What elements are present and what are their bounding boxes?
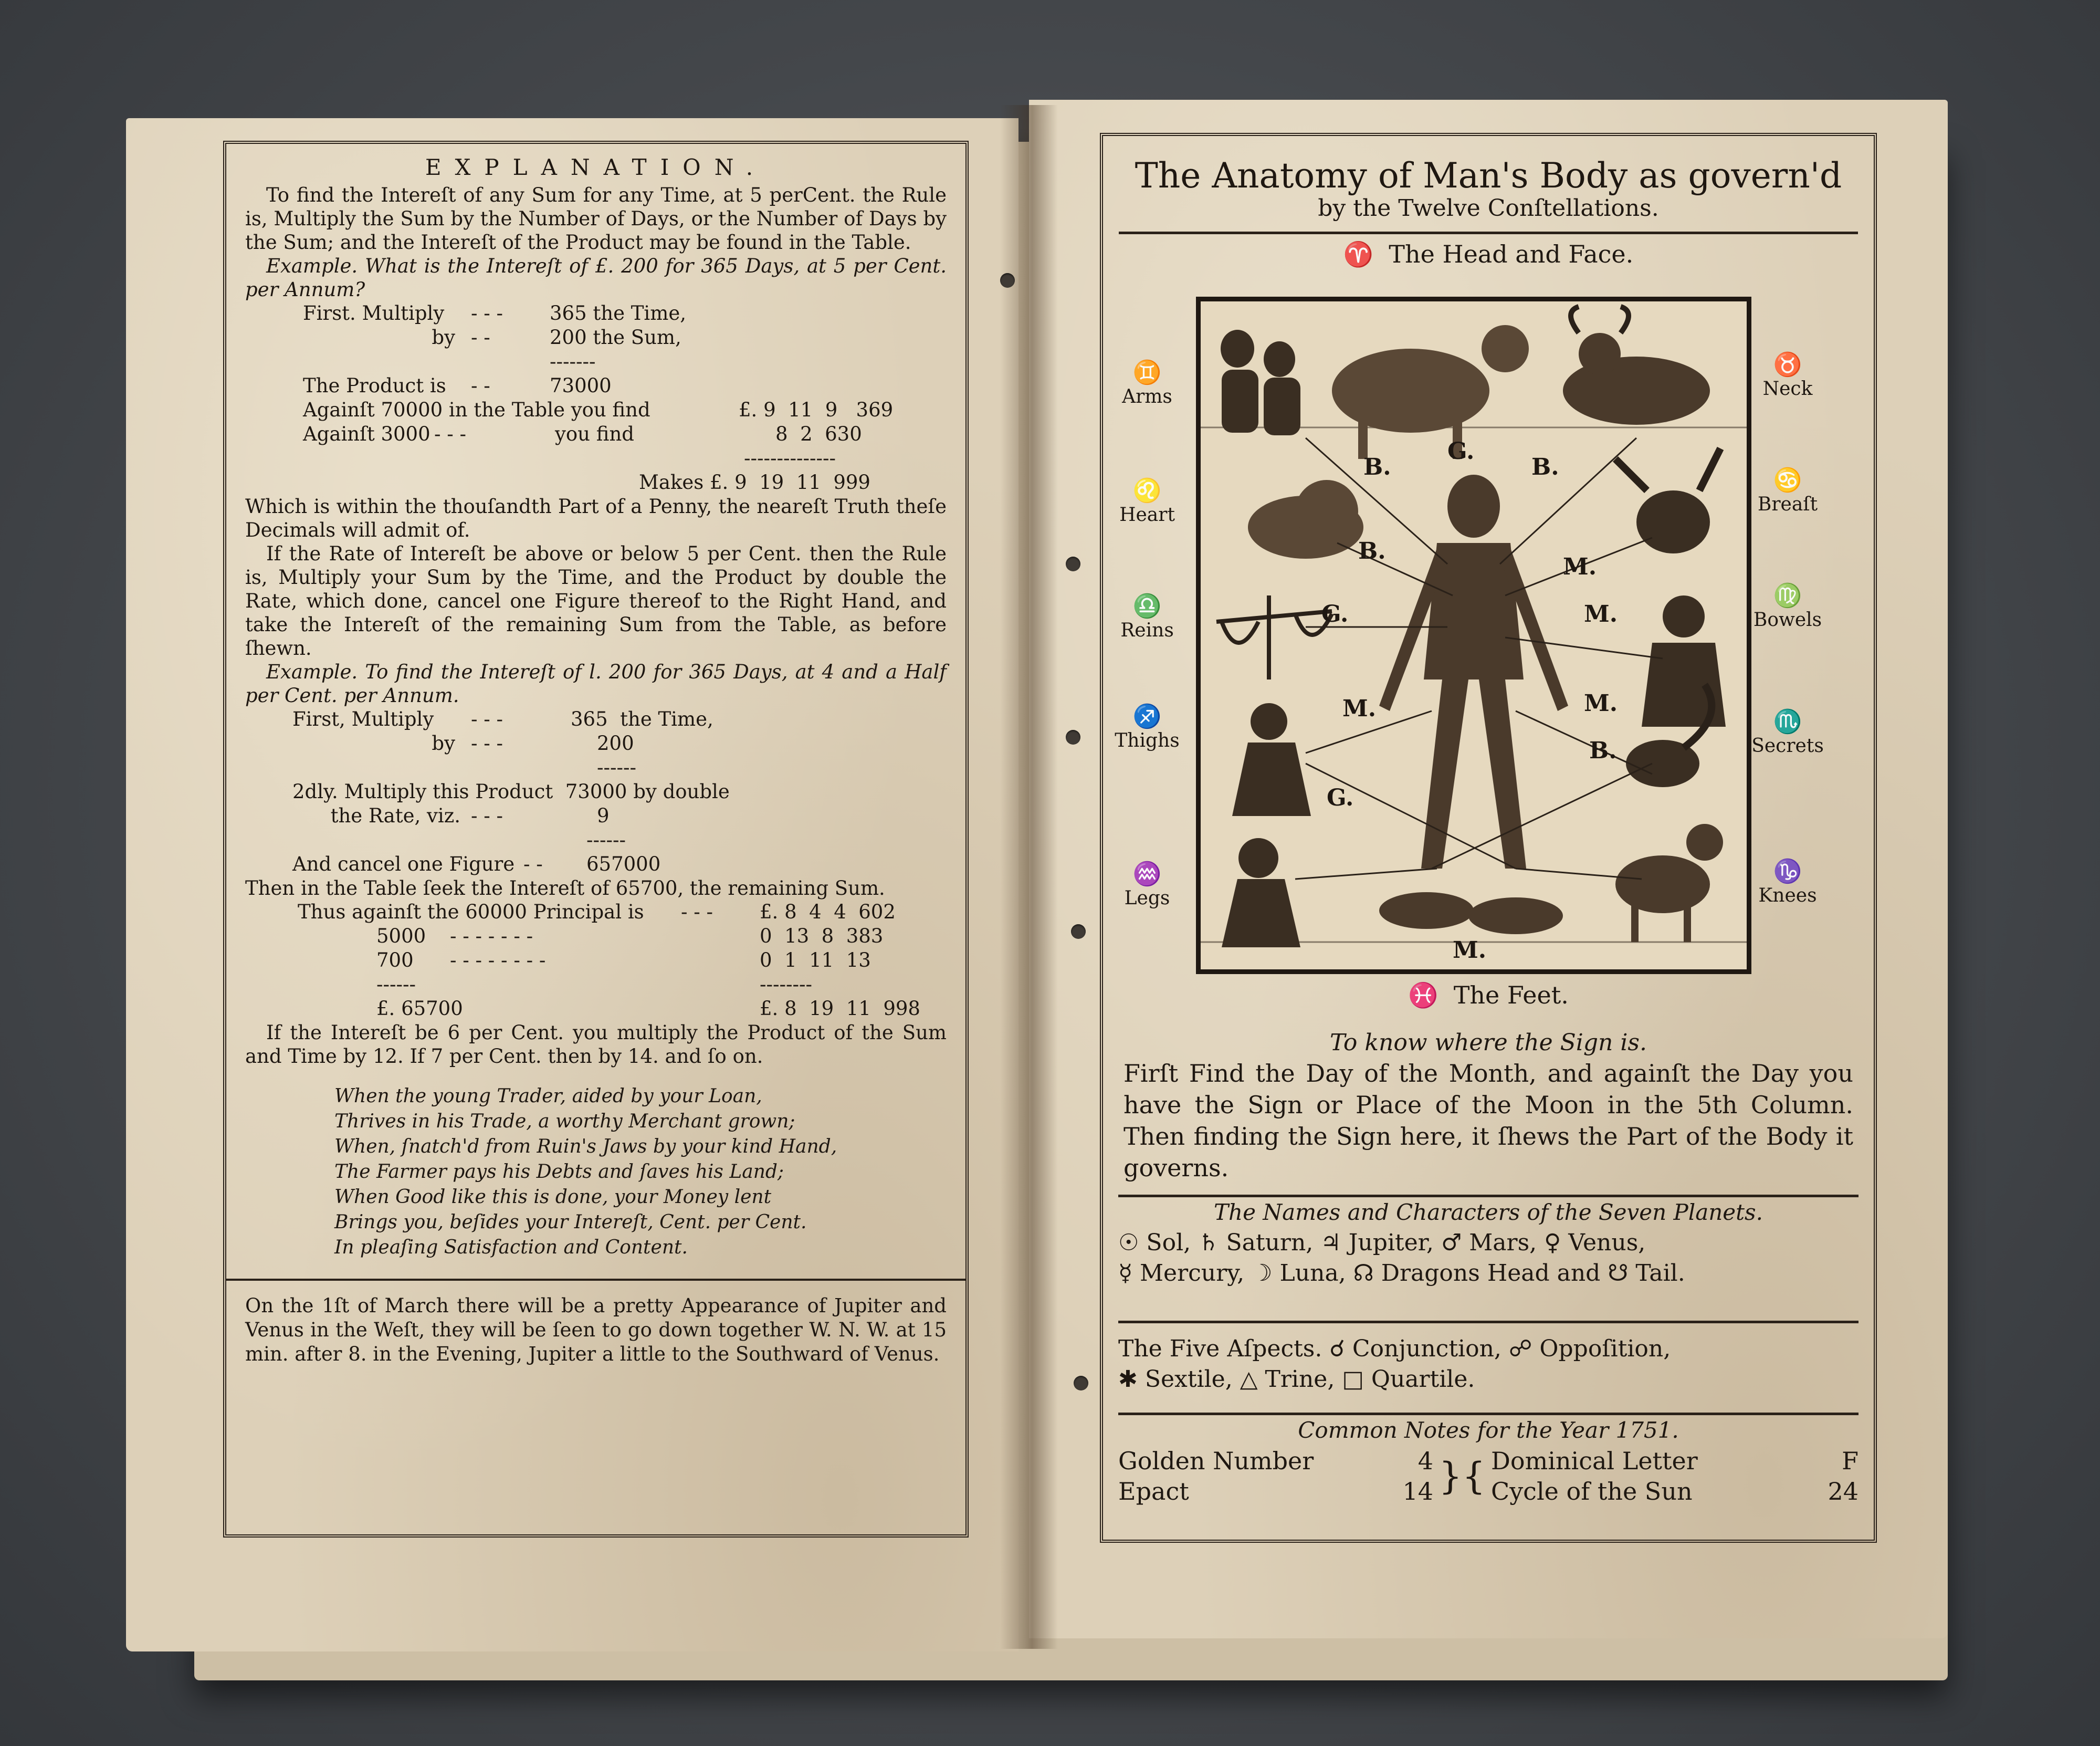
woodcut-letter: B.	[1589, 737, 1617, 764]
ex2-label: 2dly. Multiply this Product 73000 by double	[292, 780, 730, 803]
ex1-label: by	[432, 326, 455, 349]
ex2-dashes: - - - - - - -	[450, 925, 533, 947]
woodcut-letter: G.	[1321, 601, 1349, 628]
gemini-icon: ♊	[1132, 359, 1162, 386]
woodcut-letter: M.	[1453, 937, 1487, 964]
ex1-label: First. Multiply	[303, 302, 445, 325]
ex2-label: by	[432, 732, 455, 755]
ex2-value: 9	[597, 804, 610, 827]
ex2-dashes: - - - - - - - -	[450, 949, 546, 971]
ex1-value: £. 9 11 9 369	[739, 399, 894, 421]
paragraph-rate-rule: If the Rate of Intereſt be above or below 5 per Cent. then the Rule is, Multiply your Sum by the Time, and the Product by double the Rate, which done, cancel one Figure thereof to the Right Hand, and take the Intereſt of the remaining Sum from the Table, as before ſhewn.	[245, 542, 947, 660]
golden-number-value: 4	[1418, 1447, 1433, 1475]
explanation-title: EXPLANATION.	[425, 154, 767, 180]
label-text: Breaſt	[1757, 494, 1818, 515]
label-text: Neck	[1762, 378, 1813, 400]
poem-line: The Farmer pays his Debts and ſaves his Land;	[334, 1161, 784, 1183]
planets-caption: The Names and Characters of the Seven Planets.	[1214, 1199, 1763, 1225]
libra-icon: ♎	[1132, 593, 1162, 620]
label-text: Legs	[1124, 887, 1170, 909]
ex2-rule: ------	[376, 973, 416, 996]
ex1-dashes: - - -	[471, 302, 503, 325]
intro-paragraph: To find the Intereſt of any Sum for any Time, at 5 perCent. the Rule is, Multiply the Sum by the Number of Days, or the Number of Days by the Sum; and the Intereſt of the Product may be found in the Table.	[245, 184, 947, 254]
label-arms	[1110, 360, 1184, 408]
ex2-value: 0 1 11 13	[760, 949, 871, 971]
ex2-value: 200	[597, 732, 634, 755]
cycle-of-sun-label: Cycle of the Sun	[1491, 1477, 1693, 1505]
ex2-value: 365 the Time,	[571, 708, 713, 730]
sign-paragraph: Firſt Find the Day of the Month, and againſt the Day you have the Sign or Place of the Moon in the 5th Column. Then finding the Sign here, it ſhews the Part of the Body it governs.	[1124, 1059, 1853, 1182]
anatomy-subtitle: by the Twelve Conſtellations.	[1318, 195, 1659, 222]
capricorn-icon: ♑	[1773, 858, 1802, 885]
epact-value: 14	[1402, 1477, 1433, 1505]
aspects-line-2: ✱ Sextile, △ Trine, □ Quartile.	[1118, 1366, 1475, 1393]
poem-line: Thrives in his Trade, a worthy Merchant grown;	[334, 1111, 795, 1132]
ex1-dashes: - -	[471, 326, 490, 349]
woodcut-letter: M.	[1584, 601, 1618, 628]
label-neck	[1751, 352, 1824, 400]
ex2-label: First, Multiply	[292, 708, 434, 730]
ex2-label: Thus againſt the 60000 Principal is	[298, 901, 644, 923]
ex2-value: 0 13 8 383	[760, 925, 884, 947]
aquarius-icon: ♒	[1132, 861, 1162, 887]
dominical-letter-value: F	[1842, 1447, 1858, 1475]
ex2-seek-line: Then in the Table ſeek the Intereſt of 65700, the remaining Sum.	[245, 877, 885, 900]
ex1-total: Makes £. 9 19 11 999	[639, 471, 870, 494]
ex2-rule: ------	[586, 829, 626, 851]
woodcut-letter: M.	[1563, 553, 1597, 580]
paragraph-thousandth: Which is within the thouſandth Part of a Penny, the neareſt Truth theſe Decimals will admit of.	[245, 495, 947, 541]
label-secrets	[1751, 709, 1824, 757]
label-text: Heart	[1119, 504, 1175, 526]
ex2-label: And cancel one Figure	[292, 853, 515, 875]
ex2-rule: --------	[760, 973, 813, 996]
stitch-hole	[1066, 557, 1080, 571]
head-face-label	[1103, 238, 1874, 270]
common-notes-caption: Common Notes for the Year 1751.	[1298, 1417, 1679, 1443]
aspects-line-1: The Five Aſpects. ☌ Conjunction, ☍ Oppoſition,	[1118, 1335, 1671, 1362]
cycle-of-sun-value: 24	[1828, 1477, 1858, 1505]
feet-label	[1100, 979, 1877, 1011]
label-knees	[1751, 859, 1824, 907]
label-text: Bowels	[1753, 609, 1822, 631]
aspects-section	[1118, 1321, 1858, 1395]
example-1-question: Example. What is the Intereſt of £. 200 for 365 Days, at 5 per Cent. per Annum?	[245, 255, 947, 301]
zodiac-man-woodcut	[1196, 297, 1751, 974]
ex2-value: £. 8 4 4 602	[760, 901, 896, 923]
label-bowels	[1751, 583, 1824, 631]
example-2-question: Example. To find the Intereſt of l. 200 for 365 Days, at 4 and a Half per Cent. per Annum.	[245, 661, 947, 707]
book-gutter	[1000, 105, 1058, 1649]
virgo-icon: ♍	[1773, 582, 1802, 609]
planets-section	[1118, 1195, 1858, 1289]
ex2-value: 657000	[586, 853, 661, 875]
poem-line: When Good like this is done, your Money lent	[334, 1186, 772, 1208]
planets-line-2: ☿ Mercury, ☽ Luna, ☊ Dragons Head and ☋ Tail.	[1118, 1260, 1685, 1287]
zodiac-man-illustration	[1201, 301, 1747, 969]
ex2-label: 5000	[376, 925, 426, 947]
woodcut-letter: B.	[1531, 454, 1559, 480]
common-notes-section	[1118, 1413, 1858, 1507]
ex1-label: Againſt 3000	[303, 423, 430, 445]
feet-text: The Feet.	[1453, 981, 1569, 1009]
example-2-working	[292, 707, 947, 876]
example-2-table	[298, 900, 947, 1021]
know-heading: To know where the Sign is.	[1329, 1029, 1647, 1056]
planets-line-1: ☉ Sol, ♄ Saturn, ♃ Jupiter, ♂ Mars, ♀ Venus,	[1118, 1229, 1646, 1256]
label-text: Reins	[1120, 620, 1174, 641]
cancer-icon: ♋	[1773, 467, 1802, 494]
leo-icon: ♌	[1132, 477, 1162, 504]
woodcut-letter: M.	[1342, 695, 1377, 722]
label-heart	[1110, 478, 1184, 526]
woodcut-letter: M.	[1584, 690, 1618, 717]
ex1-value: 365 the Time,	[550, 302, 686, 325]
ex2-dashes: - - -	[471, 804, 503, 827]
ex1-label: Againſt 70000 in the Table you find	[303, 399, 650, 421]
ex1-rule: --------------	[744, 447, 836, 469]
divider	[226, 1279, 965, 1281]
ex2-dashes: - -	[523, 853, 543, 875]
ex2-dashes: - - -	[681, 901, 713, 923]
ex1-label: you find	[555, 423, 634, 445]
ex2-label: the Rate, viz.	[330, 804, 460, 827]
paragraph-six-per-cent: If the Intereſt be 6 per Cent. you multiply the Product of the Sum and Time by 12. If 7 per Cent. then by 14. and ſo on.	[245, 1021, 947, 1068]
label-legs	[1110, 861, 1184, 909]
ex2-total: £. 65700	[376, 997, 463, 1020]
ex1-value: 73000	[550, 374, 612, 397]
poem-line: When, ſnatch'd from Ruin's Jaws by your kind Hand,	[334, 1136, 837, 1157]
head-face-text: The Head and Face.	[1389, 240, 1634, 268]
aries-icon: ♈	[1343, 240, 1374, 268]
ex1-rule: -------	[550, 350, 596, 373]
anatomy-title: The Anatomy of Man's Body as govern'd	[1135, 155, 1842, 196]
ex1-value: 8 2 630	[775, 423, 862, 445]
woodcut-letter: B.	[1358, 538, 1386, 564]
label-text: Thighs	[1115, 730, 1180, 751]
ex2-dashes: - - -	[471, 708, 503, 730]
label-text: Knees	[1758, 885, 1817, 906]
woodcut-letter: B.	[1363, 454, 1391, 480]
taurus-icon: ♉	[1773, 351, 1802, 378]
label-text: Secrets	[1751, 735, 1824, 757]
poem-line: Brings you, beſides your Intereſt, Cent. per Cent.	[334, 1211, 807, 1233]
stitch-hole	[1000, 273, 1015, 288]
ex1-label: The Product is	[303, 374, 446, 397]
ex2-rule: ------	[597, 756, 637, 779]
ex2-dashes: - - -	[471, 732, 503, 755]
ex1-dashes: - -	[471, 374, 490, 397]
golden-number-label: Golden Number	[1118, 1447, 1314, 1475]
sagittarius-icon: ♐	[1132, 703, 1162, 730]
pisces-icon: ♓	[1408, 981, 1438, 1009]
jupiter-venus-note: On the 1ſt of March there will be a pretty Appearance of Jupiter and Venus in the Weſt, they will be ſeen to go down together W. N. W. at 15 min. after 8. in the Evening, Jupiter a little to the Southward of Venus.	[245, 1294, 947, 1365]
ex1-dashes: - - -	[434, 423, 467, 445]
label-text: Arms	[1122, 386, 1172, 407]
left-page-frame	[223, 141, 969, 1538]
label-reins	[1110, 593, 1184, 642]
divider	[1119, 232, 1858, 234]
ex2-label: 700	[376, 949, 414, 971]
woodcut-letter: G.	[1327, 785, 1354, 811]
stitch-hole	[1066, 730, 1080, 745]
poem	[334, 1084, 947, 1260]
woodcut-letter: G.	[1447, 438, 1475, 465]
sign-instructions	[1124, 1028, 1853, 1184]
ex1-value: 200 the Sum,	[550, 326, 681, 349]
poem-line: When the young Trader, aided by your Loan,	[334, 1085, 762, 1107]
ex2-total: £. 8 19 11 998	[760, 997, 920, 1020]
example-1-working	[303, 301, 947, 495]
scorpio-icon: ♏	[1773, 708, 1802, 735]
label-thighs	[1110, 704, 1184, 752]
stitch-hole	[1071, 924, 1086, 939]
label-breast	[1751, 467, 1824, 516]
poem-line: In pleaſing Satisfaction and Content.	[334, 1237, 688, 1258]
epact-label: Epact	[1118, 1477, 1189, 1505]
stitch-hole	[1074, 1376, 1088, 1390]
dominical-letter-label: Dominical Letter	[1491, 1447, 1698, 1475]
brace-icon: }{	[1438, 1455, 1486, 1498]
